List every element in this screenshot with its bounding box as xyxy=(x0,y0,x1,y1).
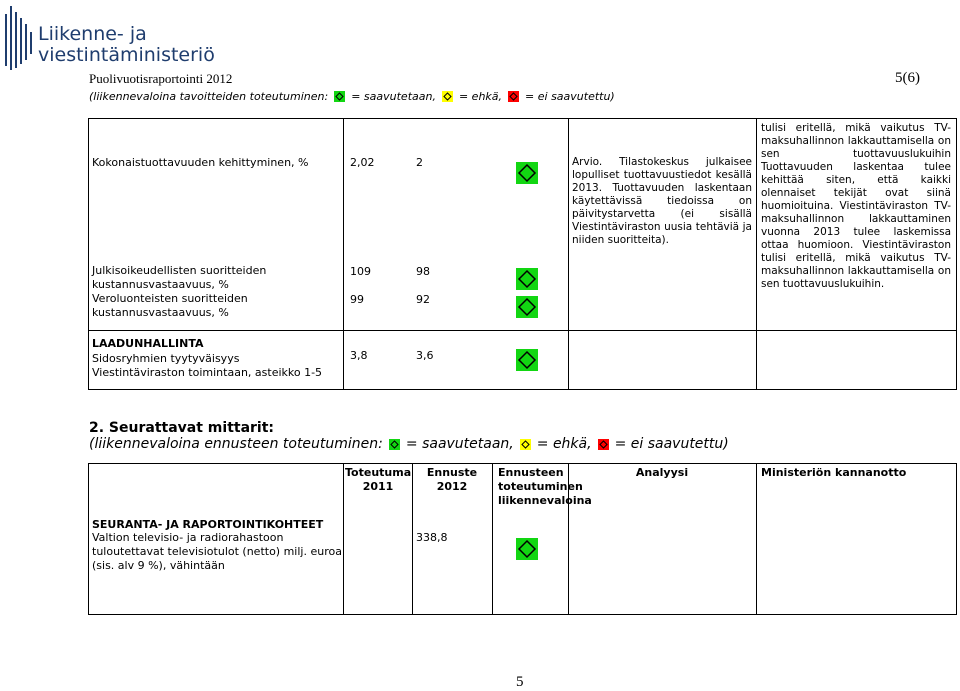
value-2011-tax-cost-coverage: 99 xyxy=(350,293,364,306)
row-label-total-productivity: Kokonaistuottavuuden kehittyminen, % xyxy=(92,156,309,169)
status-green-diamond-icon xyxy=(516,349,538,371)
value-2011-total-productivity: 2,02 xyxy=(350,156,375,169)
ministry-comment-text: tulisi eritellä, mikä vaikutus TV-maksuhallinnon lakkauttamisella on sen tuottavuuslukuihin Tuottavuuden laskentaa tulee kehittää siten, että kaikki olennaiset tekijät ovat siinä huomioituina. Viestintäviraston TV-maksuhallinnon lakkauttaminen vuonna 2013 tulee laskemissa ottaa huomioon. Viestintäviraston tulisi eritellä, mikä vaikutus TV-maksuhallinnon lakkauttamisella on sen tuottavuuslukuihin. xyxy=(761,122,951,290)
legend-green-label: = saavutetaan, xyxy=(351,90,436,103)
section-2-heading: 2. Seurattavat mittarit: xyxy=(89,420,275,436)
legend-traffic-lights xyxy=(89,90,615,103)
report-title: Puolivuotisraportointi 2012 xyxy=(89,71,233,86)
row-label-tax-cost-coverage: Veroluonteisten suoritteiden kustannusvastaavuus, % xyxy=(92,292,248,319)
legend-yellow-label: = ehkä, xyxy=(458,90,503,103)
value-2011-public-cost-coverage: 109 xyxy=(350,265,371,278)
logo-line-1: Liikenne- ja xyxy=(38,23,147,45)
green-diamond-icon xyxy=(389,439,400,450)
header-actual-2011: Toteutuma 2011 xyxy=(345,466,412,493)
status-green-diamond-icon xyxy=(516,162,538,184)
legend-red-label: = ei saavutettu) xyxy=(525,90,615,103)
page-label: 5(6) xyxy=(895,70,920,86)
legend-prefix: (liikennevaloina tavoitteiden toteutuminen: xyxy=(89,90,329,103)
yellow-diamond-icon xyxy=(520,439,531,450)
status-green-diamond-icon xyxy=(516,268,538,290)
row-label-stakeholder-satisfaction: Sidosryhmien tyytyväisyys Viestintäviraston toimintaan, asteikko 1-5 xyxy=(92,352,323,379)
header-analysis: Analyysi xyxy=(635,466,689,479)
yellow-diamond-icon xyxy=(442,91,453,102)
value-2012-total-productivity: 2 xyxy=(416,156,423,169)
ministry-logo-icon xyxy=(3,4,33,72)
ministry-logo-text xyxy=(38,24,215,66)
analysis-text: Arvio. Tilastokeskus julkaisee lopulliset tuottavuustiedot kesällä 2013. Tuottavuuden laskentaan käytettävissä tiedoissa on päivitystarvetta (ei sisällä Viestintäviraston uusia tehtäviä ja niiden suoritteita). xyxy=(572,156,752,246)
value-2012-public-cost-coverage: 98 xyxy=(416,265,430,278)
value-2012-stakeholder-satisfaction: 3,6 xyxy=(416,349,434,362)
footer-page-number: 5 xyxy=(516,674,524,690)
legend-red-label: = ei saavutettu) xyxy=(614,436,729,452)
header-ministry-comment: Ministeriön kannanotto xyxy=(761,466,907,479)
value-2011-stakeholder-satisfaction: 3,8 xyxy=(350,349,368,362)
logo-line-2: viestintäministeriö xyxy=(38,44,215,66)
header-forecast-2012: Ennuste 2012 xyxy=(426,466,478,493)
legend-green-label: = saavutetaan, xyxy=(405,436,514,452)
row-label-public-cost-coverage: Julkisoikeudellisten suoritteiden kustannusvastaavuus, % xyxy=(92,264,267,291)
value-forecast-tv-radio-fund: 338,8 xyxy=(416,531,448,544)
red-diamond-icon xyxy=(508,91,519,102)
green-diamond-icon xyxy=(334,91,345,102)
legend-prefix: (liikennevaloina ennusteen toteutuminen: xyxy=(89,436,383,452)
row-label-tv-radio-fund: Valtion televisio- ja radiorahastoon tuloutettavat televisiotulot (netto) milj. euroa (sis. alv 9 %), vähintään xyxy=(92,531,342,572)
red-diamond-icon xyxy=(598,439,609,450)
header-forecast-status: Ennusteen toteutuminen liikennevaloina xyxy=(498,466,592,507)
section-title-quality: LAADUNHALLINTA xyxy=(92,337,204,350)
legend-yellow-label: = ehkä, xyxy=(536,436,592,452)
value-2012-tax-cost-coverage: 92 xyxy=(416,293,430,306)
legend-forecast-traffic-lights xyxy=(89,436,729,452)
status-green-diamond-icon xyxy=(516,538,538,560)
section-title-monitoring: SEURANTA- JA RAPORTOINTIKOHTEET xyxy=(92,518,324,531)
status-green-diamond-icon xyxy=(516,296,538,318)
